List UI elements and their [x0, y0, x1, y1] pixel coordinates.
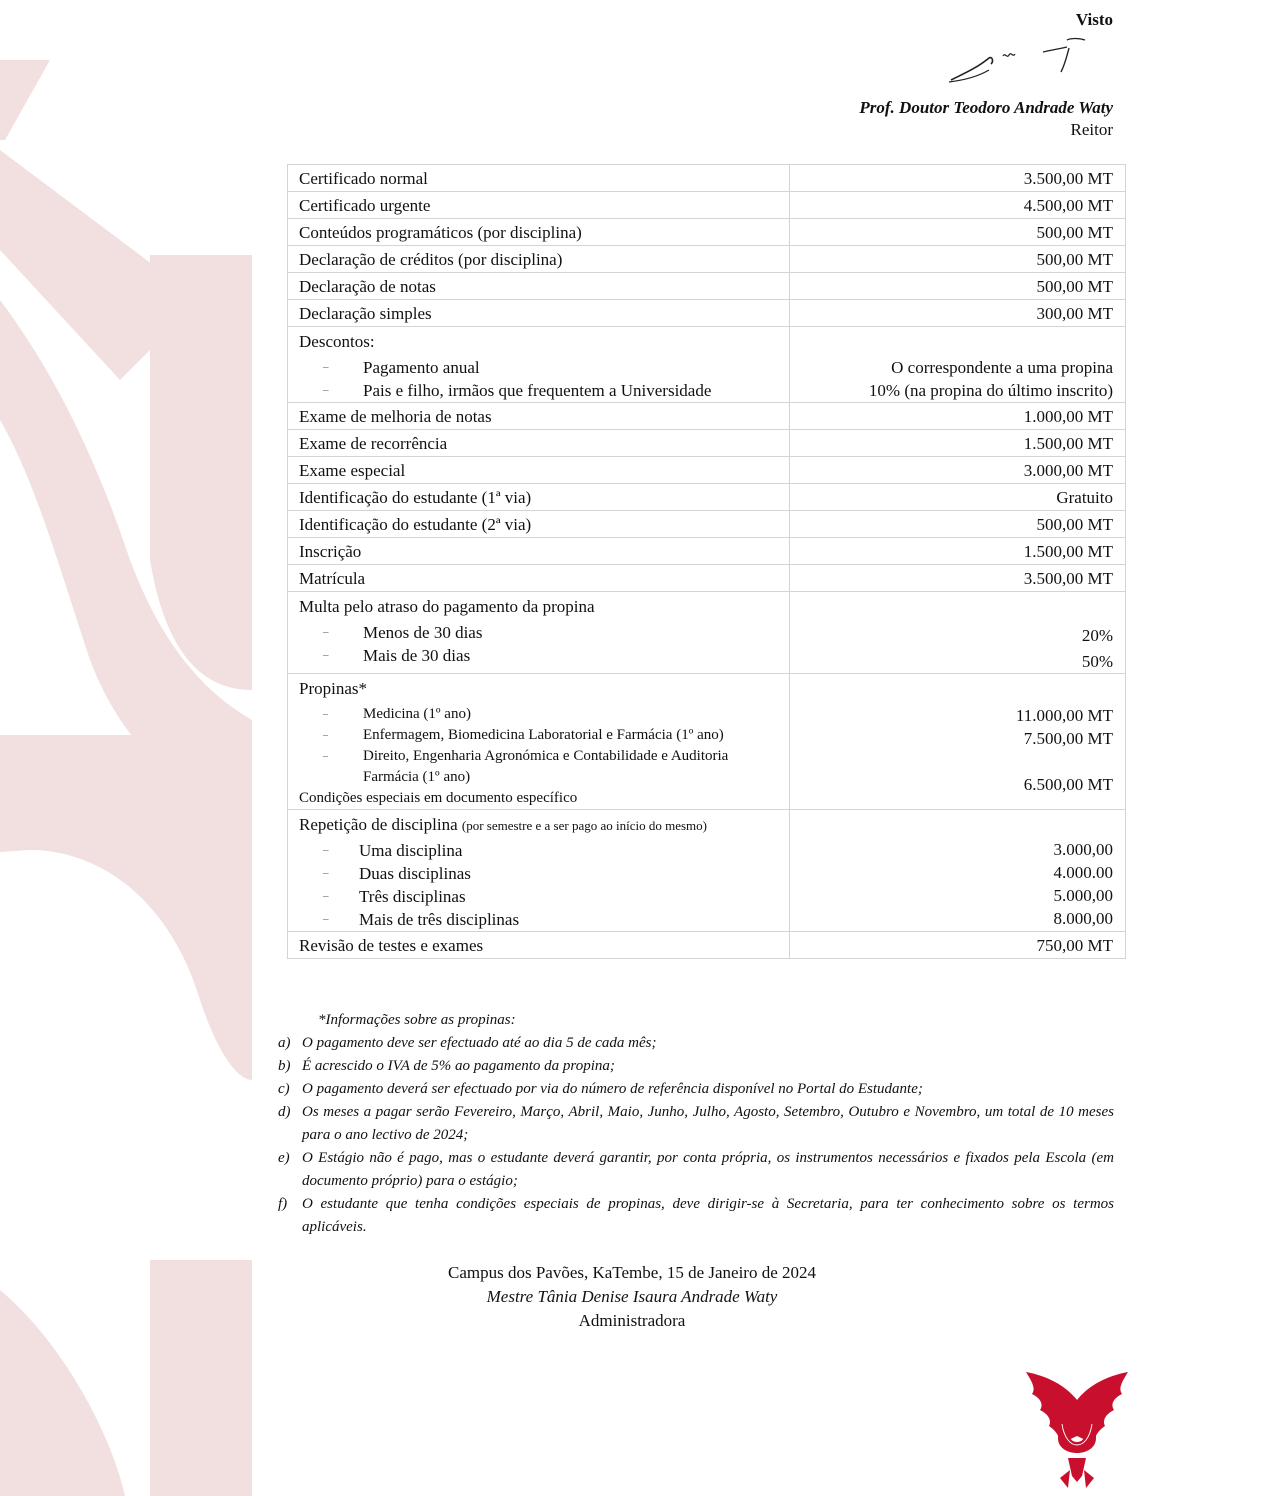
- table-row: [288, 932, 1126, 959]
- note-letter: a): [278, 1035, 291, 1051]
- propinas-notes: [278, 1009, 1114, 1239]
- propinas-note: Condições especiais em documento específico: [299, 790, 578, 806]
- list-item: [278, 1055, 1114, 1078]
- item-value: 7.500,00 MT: [1023, 729, 1113, 748]
- fee-label: Exame especial: [288, 457, 790, 484]
- item-label: Menos de 30 dias: [363, 623, 483, 642]
- item-label: Mais de três disciplinas: [359, 910, 520, 929]
- item-label: Uma disciplina: [359, 841, 463, 860]
- note-letter: f): [278, 1196, 288, 1212]
- visto-label: Visto: [1075, 10, 1113, 29]
- fee-label: Identificação do estudante (2ª via): [288, 511, 790, 538]
- list-item: [299, 356, 777, 379]
- fee-value: 750,00 MT: [790, 932, 1126, 959]
- background-watermark: [0, 0, 260, 1496]
- item-value: 10% (na propina do último inscrito): [868, 381, 1113, 400]
- table-row: [288, 457, 1126, 484]
- list-item: [278, 1032, 1114, 1055]
- administrator-name: Mestre Tânia Denise Isaura Andrade Waty: [486, 1287, 778, 1306]
- table-row-propinas: [288, 674, 1126, 810]
- notes-heading: *Informações sobre as propinas:: [318, 1012, 516, 1028]
- fee-value: 500,00 MT: [790, 219, 1126, 246]
- dash-bullet-icon: –: [323, 384, 329, 396]
- item-label: Direito, Engenharia Agronómica e Contabilidade e Auditoria Farmácia (1º ano): [363, 748, 729, 785]
- list-item: [299, 885, 777, 908]
- item-label: Enfermagem, Biomedicina Laboratorial e Farmácia (1º ano): [363, 727, 724, 743]
- item-value: 4.000.00: [1053, 863, 1113, 882]
- fee-value: 3.500,00 MT: [790, 165, 1126, 192]
- administrator-role: Administradora: [578, 1311, 686, 1330]
- fee-value: 1.500,00 MT: [790, 430, 1126, 457]
- section-heading: [299, 813, 777, 837]
- table-row-multa: [288, 592, 1126, 674]
- rector-role: Reitor: [1070, 120, 1113, 139]
- fee-table: [287, 164, 1126, 959]
- note-text: É acrescido o IVA de 5% ao pagamento da propina;: [302, 1058, 615, 1074]
- fee-value: 500,00 MT: [790, 511, 1126, 538]
- list-item: [299, 725, 777, 746]
- section-heading-note: (por semestre e a ser pago ao início do mesmo): [461, 818, 707, 833]
- item-label: Duas disciplinas: [359, 864, 471, 883]
- fee-value: 1.500,00 MT: [790, 538, 1126, 565]
- dash-bullet-icon: –: [323, 730, 328, 741]
- rector-signature: [945, 34, 1095, 90]
- fee-label: Declaração de notas: [288, 273, 790, 300]
- list-item: [299, 862, 777, 885]
- fee-label: Exame de recorrência: [288, 430, 790, 457]
- fee-label: Certificado urgente: [288, 192, 790, 219]
- fee-label: Identificação do estudante (1ª via): [288, 484, 790, 511]
- item-value: 6.500,00 MT: [1023, 775, 1113, 794]
- dash-bullet-icon: –: [323, 751, 328, 762]
- item-label: Pais e filho, irmãos que frequentem a Universidade: [363, 381, 712, 400]
- note-letter: b): [278, 1058, 291, 1074]
- table-row-repeticao: [288, 810, 1126, 932]
- note-text: Os meses a pagar serão Fevereiro, Março, Abril, Maio, Junho, Julho, Agosto, Setembro, Outubro e Novembro, um total de 10 meses para o ano lectivo de 2024;: [302, 1104, 1114, 1143]
- dash-bullet-icon: –: [323, 361, 329, 373]
- fee-value: Gratuito: [790, 484, 1126, 511]
- dash-bullet-icon: –: [323, 890, 329, 902]
- fee-label: Matrícula: [288, 565, 790, 592]
- fee-value: 300,00 MT: [790, 300, 1126, 327]
- fee-label: Declaração simples: [288, 300, 790, 327]
- table-row: [288, 484, 1126, 511]
- place-date: Campus dos Pavões, KaTembe, 15 de Janeiro de 2024: [447, 1263, 816, 1282]
- table-row: [288, 565, 1126, 592]
- item-value: 20%: [1081, 626, 1113, 645]
- fee-label: Certificado normal: [288, 165, 790, 192]
- table-row: [288, 273, 1126, 300]
- table-row: [288, 219, 1126, 246]
- table-row: [288, 430, 1126, 457]
- fee-label: Exame de melhoria de notas: [288, 403, 790, 430]
- list-item: [299, 908, 777, 931]
- item-value: 50%: [1081, 652, 1113, 671]
- table-row: [288, 246, 1126, 273]
- fee-value: 500,00 MT: [790, 246, 1126, 273]
- fee-label: Conteúdos programáticos (por disciplina): [288, 219, 790, 246]
- item-label: Medicina (1º ano): [363, 706, 471, 722]
- item-value: 11.000,00 MT: [1015, 706, 1113, 725]
- note-letter: c): [278, 1081, 290, 1097]
- list-item: [299, 621, 777, 644]
- fee-value: 4.500,00 MT: [790, 192, 1126, 219]
- list-item: [278, 1101, 1114, 1147]
- item-label: Três disciplinas: [359, 887, 466, 906]
- table-row-descontos: [288, 327, 1126, 403]
- note-letter: e): [278, 1150, 290, 1166]
- rector-name: Prof. Doutor Teodoro Andrade Waty: [859, 98, 1113, 117]
- list-item: [299, 379, 777, 402]
- item-value: O correspondente a uma propina: [891, 358, 1113, 377]
- dash-bullet-icon: –: [323, 844, 329, 856]
- list-item: [278, 1147, 1114, 1193]
- list-item: [299, 746, 777, 788]
- fee-label: Inscrição: [288, 538, 790, 565]
- note-text: O pagamento deverá ser efectuado por via do número de referência disponível no Portal do Estudante;: [302, 1081, 923, 1097]
- table-row: [288, 165, 1126, 192]
- section-heading: Multa pelo atraso do pagamento da propina: [299, 597, 595, 616]
- table-row: [288, 538, 1126, 565]
- item-label: Pagamento anual: [363, 358, 480, 377]
- table-row: [288, 192, 1126, 219]
- dash-bullet-icon: –: [323, 709, 328, 720]
- section-heading: Descontos:: [299, 332, 375, 351]
- table-row: [288, 300, 1126, 327]
- item-value: 3.000,00: [1053, 840, 1113, 859]
- list-item: [299, 704, 777, 725]
- fee-label: Revisão de testes e exames: [288, 932, 790, 959]
- note-text: O Estágio não é pago, mas o estudante deverá garantir, por conta própria, os instrumentos necessários e fixados pela Escola (em documento próprio) para o estágio;: [302, 1150, 1114, 1189]
- table-row: [288, 511, 1126, 538]
- fee-value: 3.000,00 MT: [790, 457, 1126, 484]
- dash-bullet-icon: –: [323, 649, 329, 661]
- item-value: 5.000,00: [1053, 886, 1113, 905]
- note-text: O estudante que tenha condições especiais de propinas, deve dirigir-se à Secretaria, para ter conhecimento sobre os termos aplicáveis.: [302, 1196, 1114, 1235]
- dash-bullet-icon: –: [323, 626, 329, 638]
- fee-value: 500,00 MT: [790, 273, 1126, 300]
- list-item: [278, 1078, 1114, 1101]
- dash-bullet-icon: –: [323, 913, 329, 925]
- fee-label: Declaração de créditos (por disciplina): [288, 246, 790, 273]
- note-text: O pagamento deve ser efectuado até ao dia 5 de cada mês;: [302, 1035, 657, 1051]
- table-row: [288, 403, 1126, 430]
- item-value: 8.000,00: [1053, 909, 1113, 928]
- list-item: [299, 839, 777, 862]
- university-eagle-emblem-icon: [1022, 1366, 1132, 1490]
- list-item: [278, 1193, 1114, 1239]
- item-label: Mais de 30 dias: [363, 646, 471, 665]
- fee-value: 1.000,00 MT: [790, 403, 1126, 430]
- section-heading-label: Repetição de disciplina: [299, 815, 458, 834]
- dash-bullet-icon: –: [323, 867, 329, 879]
- note-letter: d): [278, 1104, 291, 1120]
- section-heading: Propinas*: [299, 679, 367, 698]
- document-footer: [382, 1261, 882, 1333]
- list-item: [299, 644, 777, 667]
- fee-value: 3.500,00 MT: [790, 565, 1126, 592]
